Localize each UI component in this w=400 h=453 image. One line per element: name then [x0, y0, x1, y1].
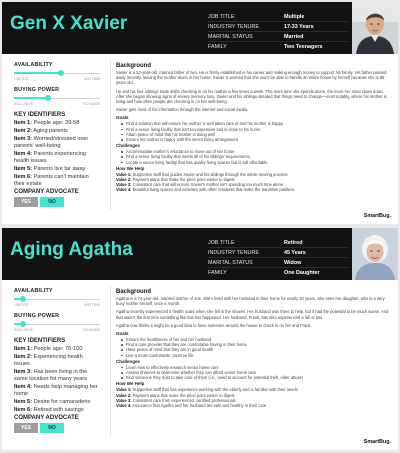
slider-knob [45, 95, 51, 101]
fact-value: 45 Years [284, 249, 306, 256]
fact-row [208, 22, 348, 32]
fact-key: INDUSTRY TENURE [208, 249, 259, 256]
values-list [116, 172, 390, 193]
item-label: Item 5: [14, 165, 33, 172]
challenge-item: Locate a senior living facility that has quality living spaces but is still affordable [116, 160, 390, 165]
slider-ends [14, 303, 100, 307]
value-item [116, 403, 390, 408]
slider-title: BUYING POWER [14, 313, 60, 319]
persona-card-xavier [2, 2, 398, 224]
value-text: Payment plans that make the price point easier to digest [132, 177, 235, 183]
slider-min-label: INCLUSIVE [14, 328, 33, 332]
column-divider [110, 286, 111, 436]
key-identifier-item [14, 166, 100, 173]
item-text: Parents experiencing health issues [14, 151, 87, 164]
value-label: Value 1: [116, 171, 132, 177]
value-label: Value 1: [116, 387, 132, 393]
slider-title: AVAILABILITY [14, 62, 53, 68]
fact-value: Widow [284, 259, 302, 266]
key-identifier-item [14, 128, 100, 135]
item-text: Has been living in the same location for many years [14, 368, 88, 382]
key-identifier-item [14, 399, 100, 406]
key-identifiers-title: KEY IDENTIFIERS [14, 338, 66, 344]
key-identifier-item [14, 151, 100, 165]
fact-key: FAMILY [208, 270, 227, 276]
background-paragraph: Xavier gets most of his information through the internet and social media. [116, 107, 249, 113]
key-identifiers-title: KEY IDENTIFIERS [14, 112, 66, 118]
buying-power-slider [14, 313, 100, 332]
slider-title: AVAILABILITY [14, 288, 53, 294]
slider-line [14, 299, 100, 300]
fact-value: Multiple [284, 13, 305, 20]
company-advocate-toggle [14, 197, 100, 207]
challenge-item: Assess finances to determine whether they can afford senior home care [116, 370, 390, 375]
item-label: Item 1: [14, 120, 33, 126]
fact-value: One Daughter [284, 270, 320, 276]
key-identifier-item [14, 120, 100, 127]
item-text: Experiencing health issues [14, 354, 83, 367]
fact-key: JOB TITLE [208, 239, 235, 246]
slider-track [14, 295, 100, 303]
advocate-no-button[interactable]: NO [40, 423, 64, 433]
value-item [116, 187, 390, 192]
value-text: Consistent care from experienced, certified professionals [132, 397, 236, 403]
column-divider [110, 60, 111, 210]
item-label: Item 3: [14, 368, 33, 375]
item-text: Desire for camaraderie [33, 398, 91, 405]
slider-min-label: LIMITED [14, 77, 29, 81]
key-identifier-item [14, 384, 100, 398]
fact-row [208, 258, 348, 268]
value-label: Value 3: [116, 182, 132, 188]
persona-name: Aging Agatha [10, 239, 133, 260]
challenges-title: Challenges [116, 143, 141, 149]
background-paragraph: Xavier is a 52-year-old, married father of two. He is firmly established in his career and making enough money to support his family. His father passed away recently, leaving the mother alone in her home. Xavier is worried that she won't be able to handle an entire house by herself because she is 85 years old. [116, 70, 387, 86]
item-label: Item 2: [14, 128, 33, 135]
company-advocate-title: COMPANY ADVOCATE [14, 188, 79, 195]
fact-value: Retired [284, 239, 303, 246]
availability-slider [14, 62, 100, 81]
key-identifier-item [14, 174, 100, 188]
persona-name: Gen X Xavier [10, 13, 128, 34]
fact-key: MARITAL STATUS [208, 33, 253, 40]
fact-row [208, 268, 348, 278]
how-we-help-title: How We Help [116, 381, 145, 387]
value-text: Supportive staff that has experience working with the elderly and is familiar with their needs [132, 387, 298, 393]
value-label: Value 4: [116, 187, 132, 193]
background-paragraph: Agatha is a 74-year-old, married mother of one. She's lived with her husband in their home for nearly 30 years. She sees her daughter, who is a very busy mother herself, once a month. [116, 296, 385, 307]
goals-title: Goals [116, 331, 129, 337]
key-identifier-item [14, 354, 100, 368]
slider-max-label: ANYTIME [84, 303, 100, 307]
brand-logo: SmartBug. [363, 213, 391, 219]
item-text: Parents live far away [33, 165, 86, 172]
item-label: Item 4: [14, 383, 33, 390]
slider-fill [14, 72, 61, 74]
persona-details [116, 63, 390, 193]
goal-item: Live a more comfortable, carefree life [116, 353, 390, 358]
value-text: Payment plans that make the price point easier to digest [132, 392, 235, 398]
fact-key: JOB TITLE [208, 13, 235, 20]
fact-row [208, 32, 348, 42]
item-text: Aging parents [33, 128, 68, 135]
fact-key: MARITAL STATUS [208, 259, 253, 266]
slider-ends [14, 77, 100, 81]
key-identifier-item [14, 136, 100, 150]
slider-min-label: INCLUSIVE [14, 102, 33, 106]
goal-item: Find a solution that will ensure his mother is well taken care of and his mother is happy [116, 121, 390, 126]
key-identifier-item [14, 346, 100, 353]
background-paragraph: Agatha recently experienced a health scare when she fell in the shower. Her husband was there to help, but it had the potential to be much worse. And that wasn't the first time something like this has happened. Her husband, Frank, has also experienced a fall or two. [116, 309, 389, 320]
value-label: Value 2: [116, 177, 132, 183]
value-text: Supportive staff that guides Xavier and his siblings through the whole moving process [132, 171, 288, 177]
challenge-item: Accommodate mother's reluctance to move out of her home [116, 149, 390, 154]
fact-row [208, 42, 348, 52]
company-advocate-toggle [14, 423, 100, 433]
brand-logo: SmartBug. [363, 439, 391, 445]
fact-value: 17-33 Years [284, 23, 314, 30]
slider-max-label: ANYTIME [84, 77, 100, 81]
buying-power-slider [14, 87, 100, 106]
item-label: Item 5: [14, 398, 33, 405]
fact-key: INDUSTRY TENURE [208, 23, 259, 30]
challenge-item: Find a senior living facility that meets all of his siblings' requirements [116, 154, 390, 159]
key-identifier-item [14, 407, 100, 414]
persona-card-agatha [2, 228, 398, 450]
fact-row [208, 238, 348, 248]
item-label: Item 6: [14, 174, 33, 181]
slider-ends [14, 328, 100, 332]
item-label: Item 1: [14, 346, 33, 352]
item-text: Retired with savings [33, 406, 84, 413]
company-advocate-title: COMPANY ADVOCATE [14, 414, 79, 421]
advocate-yes-button[interactable]: YES [14, 197, 38, 207]
fact-row [208, 248, 348, 258]
background-title: Background [116, 289, 152, 295]
slider-track [14, 69, 100, 77]
goal-item: Have peace of mind that they are in good health [116, 347, 390, 352]
slider-track [14, 320, 100, 328]
goal-item: Ensure his mother is happy with the senior living arrangement [116, 137, 390, 142]
goal-item: Ensure the healthiness of her and her husband [116, 337, 390, 342]
challenge-item: Learn how to effectively research senior home care [116, 365, 390, 370]
key-identifier-item [14, 369, 100, 383]
background-paragraph: Agatha now thinks it might be a good idea to have someone around the house to check in on her and Frank. [116, 322, 312, 328]
advocate-yes-button[interactable]: YES [14, 423, 38, 433]
slider-fill [14, 97, 48, 99]
slider-track [14, 94, 100, 102]
item-label: Item 6: [14, 406, 33, 413]
values-list [116, 387, 390, 408]
item-text: Needs help managing her home [14, 383, 98, 397]
item-label: Item 4: [14, 151, 33, 158]
persona-facts [208, 238, 348, 278]
persona-facts [208, 12, 348, 52]
slider-title: BUYING POWER [14, 87, 60, 93]
fact-value: Married [284, 33, 304, 40]
slider-knob [58, 70, 64, 76]
advocate-no-button[interactable]: NO [40, 197, 64, 207]
value-text: Assurance that Agatha and her husband are safe and healthy in their care [132, 403, 267, 409]
value-text: Consistent care that will ensure Xavier's mother isn't spending too much time alone [132, 182, 284, 188]
value-label: Value 3: [116, 397, 132, 403]
item-label: Item 2: [14, 354, 33, 361]
slider-max-label: NO NAME [83, 328, 100, 332]
challenge-item: Find someone they trust to take care of them (i.e., need to account for potential theft, elder abuse) [116, 375, 390, 380]
goal-item: Find a care provider that they are comfortable having in their home [116, 342, 390, 347]
goal-item: Find a senior living facility that isn't too expensive and is close to his home [116, 127, 390, 132]
persona-header [2, 228, 398, 280]
slider-ends [14, 102, 100, 106]
challenges-title: Challenges [116, 358, 141, 364]
goals-title: Goals [116, 115, 129, 121]
slider-line [14, 324, 100, 325]
persona-sidebar [14, 62, 100, 207]
item-label: Item 3: [14, 136, 33, 143]
slider-knob [20, 321, 26, 327]
man-portrait-photo [352, 2, 398, 54]
availability-slider [14, 288, 100, 307]
item-text: Parents can't maintain their estate [14, 174, 89, 187]
woman-portrait-photo [352, 228, 398, 280]
fact-key: FAMILY [208, 44, 227, 50]
value-text: Beautiful living spaces and activities with other residents that make the transition painless [132, 187, 295, 193]
persona-details [116, 289, 390, 408]
item-text: People age: 70-100 [33, 346, 83, 352]
slider-knob [20, 296, 26, 302]
persona-sidebar [14, 288, 100, 433]
value-label: Value 4: [116, 403, 132, 409]
value-label: Value 2: [116, 392, 132, 398]
item-text: People age: 39-58 [33, 120, 80, 126]
how-we-help-title: How We Help [116, 165, 145, 171]
persona-header [2, 2, 398, 54]
background-title: Background [116, 63, 152, 69]
item-text: Worried/stressed over parents' well-being [14, 136, 89, 149]
slider-max-label: NO NAME [83, 102, 100, 106]
fact-row [208, 12, 348, 22]
fact-value: Two Teenagers [284, 44, 323, 50]
slider-min-label: LIMITED [14, 303, 29, 307]
goal-item: Attain peace of mind that his mother is doing well [116, 132, 390, 137]
background-paragraph: He and his four siblings trade shifts checking in on his mother a few times a week. The more time she spends alone, the more her mind slows down. After she began showing signs of severe memory loss, Xavier and his siblings decided that things need to change—most notably, where his mother is living and how often people are checking in on her well-being. [116, 88, 387, 105]
